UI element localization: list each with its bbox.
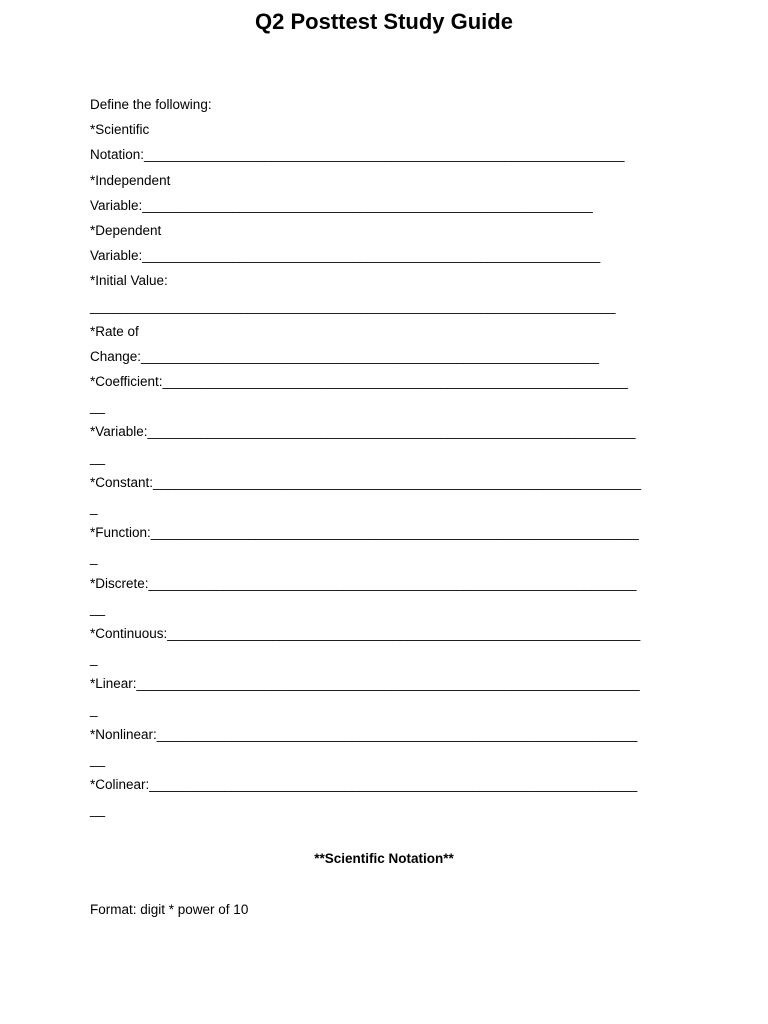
definition-line: Variable:____________________________________________________________ <box>90 197 593 213</box>
definition-line: __ <box>90 399 106 415</box>
definition-line: *Variable:_________________________________________________________________ <box>90 424 636 440</box>
definition-line: *Discrete:_________________________________________________________________ <box>90 575 637 591</box>
definition-line: *Constant:_________________________________________________________________ <box>90 474 642 490</box>
definition-line: *Coefficient:______________________________________________________________ <box>90 374 629 390</box>
definitions-instruction: Define the following: <box>90 97 212 112</box>
definition-line: __ <box>90 600 106 616</box>
definition-line: _ <box>90 651 98 667</box>
definition-line: *Continuous:_______________________________________________________________ <box>90 625 641 641</box>
definition-line: *Independent <box>90 172 171 188</box>
definition-line: __ <box>90 449 106 465</box>
section-heading: **Scientific Notation** <box>314 851 454 866</box>
definition-line: __ <box>90 802 106 818</box>
definition-line: *Function:_________________________________________________________________ <box>90 525 639 541</box>
definitions-list <box>90 92 690 822</box>
definition-line: *Nonlinear:________________________________________________________________ <box>90 726 638 742</box>
definition-line: Change:_____________________________________________________________ <box>90 348 600 364</box>
definition-line: ______________________________________________________________________ <box>90 298 616 314</box>
definition-line: *Rate of <box>90 323 139 339</box>
format-line: Format: digit * power of 10 <box>90 902 249 917</box>
definition-line: *Colinear:_________________________________________________________________ <box>90 777 638 793</box>
definition-line: _ <box>90 550 98 566</box>
document-title: Q2 Posttest Study Guide <box>255 9 513 34</box>
definition-line: Notation:________________________________________________________________ <box>90 147 625 163</box>
definition-line: *Linear:___________________________________________________________________ <box>90 676 640 692</box>
definition-line: _ <box>90 500 98 515</box>
definition-line: __ <box>90 751 106 767</box>
definition-line: _ <box>90 701 98 717</box>
definition-line: *Initial Value: <box>90 273 168 289</box>
definition-line: Variable:_____________________________________________________________ <box>90 248 601 264</box>
definition-line: *Dependent <box>90 222 162 238</box>
definition-line: *Scientific <box>90 122 150 138</box>
